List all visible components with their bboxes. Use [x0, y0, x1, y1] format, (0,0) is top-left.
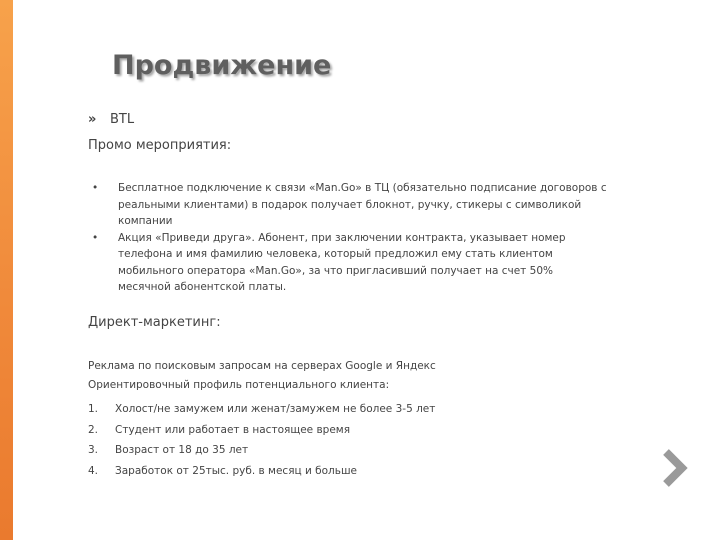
bullet-icon: • [92, 231, 99, 244]
level1-item [88, 112, 134, 127]
list-item [88, 399, 435, 420]
list-item [88, 420, 435, 441]
slide-title: Продвижение [112, 50, 332, 81]
item-number: 2. [88, 423, 99, 436]
item-number: 4. [88, 464, 99, 477]
level1-label: BTL [110, 112, 135, 127]
item-text: Студент или работает в настоящее время [115, 423, 351, 436]
item-text: Заработок от 25тыс. руб. в месяц и больше [115, 464, 358, 477]
list-item [88, 230, 608, 296]
accent-sidebar [0, 0, 13, 540]
item-number: 1. [88, 403, 99, 415]
bullet-icon: • [92, 182, 99, 194]
item-number: 3. [88, 444, 99, 456]
chevron-right-icon[interactable] [660, 448, 690, 488]
promo-bullet-list [88, 180, 608, 296]
item-text: Возраст от 18 до 35 лет [115, 444, 249, 456]
ad-line: Реклама по поисковым запросам на серверах Google и Яндекс [88, 360, 436, 372]
promo-bullet-text: Акция «Приведи друга». Абонент, при заключении контракта, указывает номер телефона и имя фамилию человека, который предложил ему стать клиентом мобильного оператора «Man.Go», за что пригласивший получает на счет 50% месячной абонентской платы. [118, 231, 566, 293]
profile-line: Ориентировочный профиль потенциального клиента: [88, 379, 390, 391]
list-item [88, 461, 435, 482]
direct-marketing-heading: Директ-маркетинг: [88, 315, 221, 330]
list-item [88, 180, 608, 230]
list-item [88, 440, 435, 461]
item-text: Холост/не замужем или женат/замужем не более 3-5 лет [115, 403, 436, 415]
promo-bullet-text: Бесплатное подключение к связи «Man.Go» в ТЦ (обязательно подписание договоров с реальными клиентами) в подарок получает блокнот, ручку, стикеры с символикой компании [118, 182, 607, 227]
promo-heading: Промо мероприятия: [88, 138, 232, 153]
profile-numbered-list [88, 399, 435, 481]
chevron-bullet: » [88, 112, 97, 127]
